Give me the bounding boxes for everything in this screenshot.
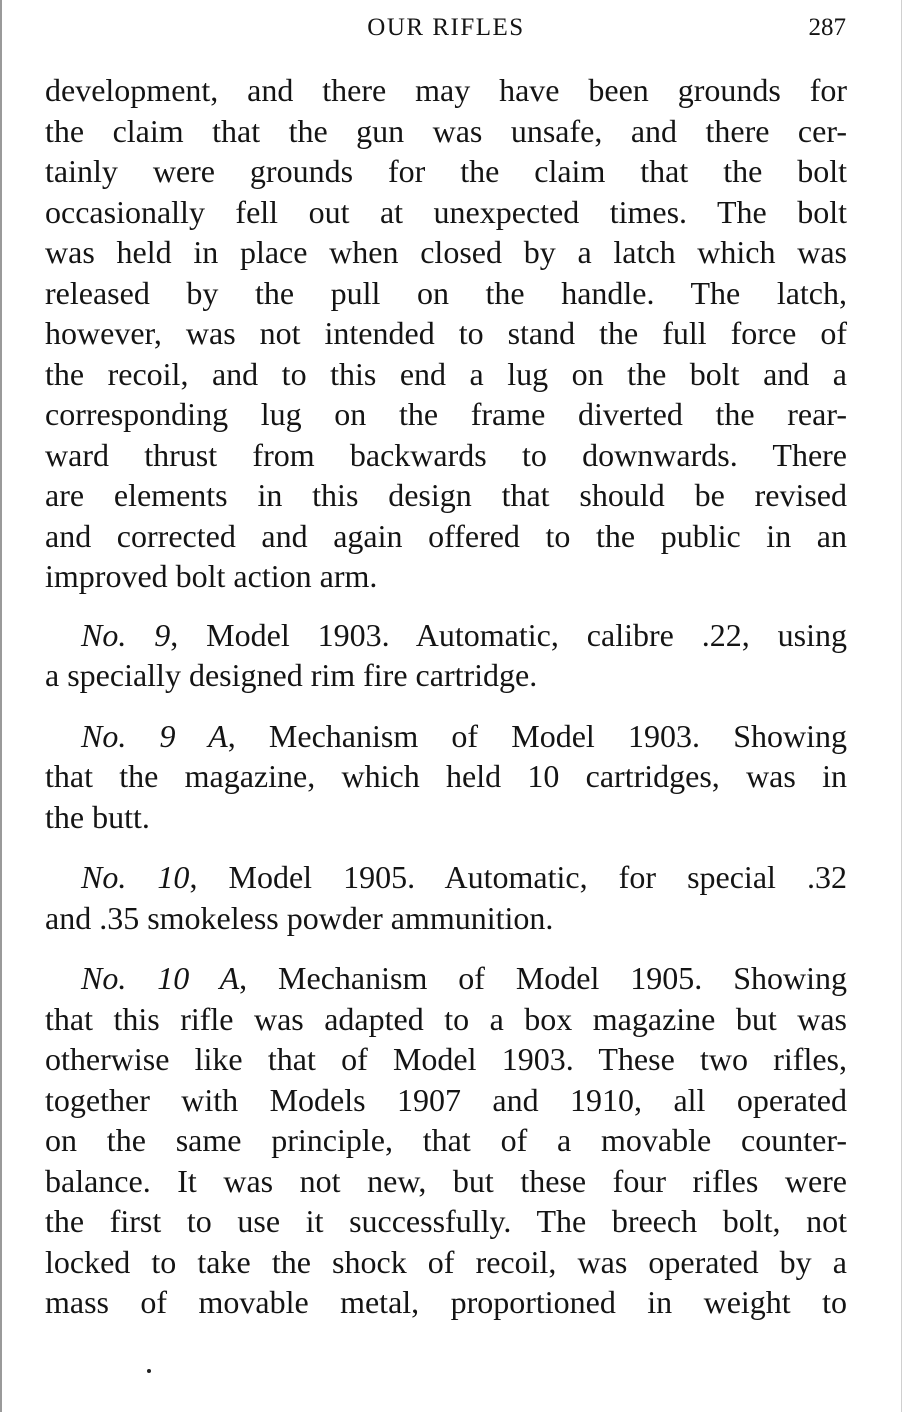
figure-label: No. 9 — [81, 616, 171, 653]
text-line: on the same principle, that of a movable counter- — [45, 1122, 847, 1158]
text-line: however, was not intended to stand the full force of — [45, 315, 847, 351]
paragraph-bolt-action — [45, 70, 847, 597]
text-line: mass of movable metal, proportioned in weight to — [45, 1284, 847, 1320]
text-line: tainly were grounds for the claim that the bolt — [45, 153, 847, 189]
text-line: balance. It was not new, but these four rifles were — [45, 1162, 847, 1199]
text-line: No. 9 A, Mechanism of Model 1903. Showing — [81, 717, 848, 754]
text-line: a specially designed rim fire cartridge. — [45, 657, 538, 693]
text-line: occasionally fell out at unexpected times. The bolt — [45, 193, 847, 230]
running-head: OUR RIFLES — [367, 14, 525, 41]
page-number: 287 — [808, 14, 846, 41]
paragraph-no-10 — [45, 857, 847, 938]
text-line: locked to take the shock of recoil, was operated by a — [45, 1243, 847, 1280]
text-line: and corrected and again offered to the public in an — [45, 517, 847, 554]
text-line: development, and there may have been grounds for — [45, 72, 847, 108]
figure-label: No. 10 — [81, 859, 190, 895]
text-line: the butt. — [45, 798, 150, 835]
paragraph-no-9 — [45, 615, 847, 696]
text-line: released by the pull on the handle. The latch, — [45, 274, 847, 311]
text-line: No. 10, Model 1905. Automatic, for special .32 — [81, 859, 848, 895]
page-body — [45, 70, 847, 1323]
text-line: was held in place when closed by a latch which was — [45, 234, 847, 270]
text-line: improved bolt action arm. — [45, 558, 378, 594]
text-line: the recoil, and to this end a lug on the bolt and a — [45, 355, 847, 392]
text-line: that the magazine, which held 10 cartridges, was in — [45, 758, 847, 794]
text-line: ward thrust from backwards to downwards. There — [45, 436, 847, 473]
text-line: are elements in this design that should be revised — [45, 477, 847, 513]
text-line: otherwise like that of Model 1903. These two rifles, — [45, 1041, 847, 1077]
text-line: together with Models 1907 and 1910, all operated — [45, 1081, 847, 1118]
text-line: corresponding lug on the frame diverted the rear- — [45, 396, 847, 432]
text-line: No. 9, Model 1903. Automatic, calibre .22, using — [81, 616, 848, 653]
text-line: No. 10 A, Mechanism of Model 1905. Showing — [81, 960, 848, 996]
paragraph-no-10a — [45, 958, 847, 1323]
paragraph-no-9a — [45, 716, 847, 838]
text-line: the first to use it successfully. The breech bolt, not — [45, 1203, 847, 1239]
page-header — [42, 14, 850, 48]
text-line: and .35 smokeless powder ammunition. — [45, 899, 554, 936]
figure-label: No. 9 A — [81, 717, 228, 754]
figure-label: No. 10 A — [81, 960, 240, 996]
text-line: that this rifle was adapted to a box magazine but was — [45, 1000, 847, 1037]
text-line: the claim that the gun was unsafe, and there cer- — [45, 112, 847, 149]
scan-speck — [147, 1369, 151, 1373]
